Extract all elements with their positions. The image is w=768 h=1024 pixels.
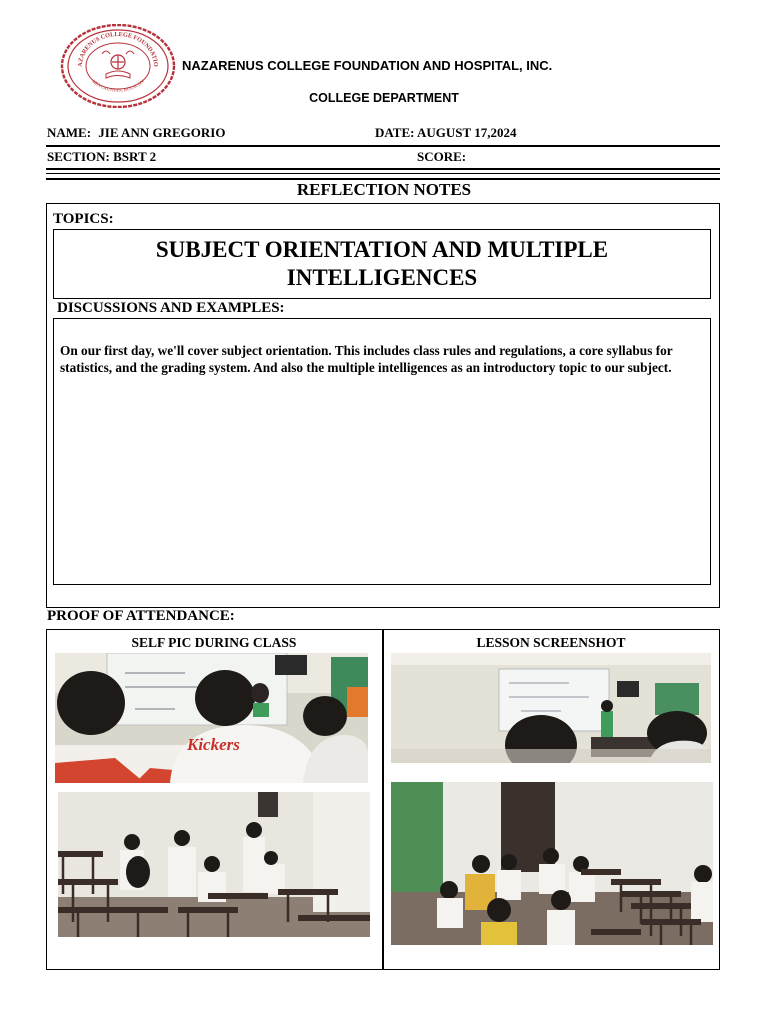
- discussion-text: On our first day, we'll cover subject orientation. This includes class rules and regulations, a core syllabus for statistics, and the grading system. And also the multiple intelligences as an introductory topic to our subject.: [60, 343, 673, 375]
- self-pic-header: SELF PIC DURING CLASS: [131, 635, 297, 650]
- date-value: AUGUST 17,2024: [417, 125, 517, 140]
- section-field: [47, 149, 156, 165]
- date-field: [375, 125, 516, 141]
- name-field: [47, 125, 225, 141]
- attendance-title: PROOF OF ATTENDANCE:: [47, 608, 235, 624]
- name-value: JIE ANN GREGORIO: [98, 125, 226, 140]
- logo-arc-text: AZARENUS COLLEGE FOUNDATIO: [76, 30, 160, 67]
- section-value: BSRT 2: [113, 149, 157, 164]
- score-field: [417, 149, 466, 165]
- lesson-photo-1: [391, 653, 711, 763]
- section-label: SECTION:: [47, 149, 110, 164]
- topics-label: TOPICS:: [53, 211, 114, 227]
- self-pic-photo-1: [55, 653, 368, 783]
- lesson-screenshot-header: LESSON SCREENSHOT: [476, 635, 626, 650]
- reflection-title: REFLECTION NOTES: [296, 180, 472, 199]
- date-label: DATE:: [375, 125, 415, 140]
- name-label: NAME:: [47, 125, 92, 140]
- logo-bottom-text: MEYCAUAYAN, BULACAN: [91, 78, 145, 93]
- topic-title: [53, 236, 711, 292]
- divider-line: [46, 168, 720, 170]
- score-label: SCORE:: [417, 149, 467, 164]
- divider-line: [46, 145, 720, 147]
- divider-line: [46, 173, 720, 174]
- self-pic-photo-2: [58, 792, 370, 937]
- topic-title-line: INTELLIGENCES: [286, 265, 478, 290]
- shirt-logo-text: Kickers: [187, 735, 240, 754]
- department-name: COLLEGE DEPARTMENT: [309, 91, 459, 105]
- discussion-label: DISCUSSIONS AND EXAMPLES:: [57, 300, 285, 316]
- lesson-photo-2: [391, 782, 713, 945]
- topic-title-line: SUBJECT ORIENTATION AND MULTIPLE: [155, 237, 609, 262]
- institution-name: NAZARENUS COLLEGE FOUNDATION AND HOSPITAL, INC.: [182, 58, 553, 73]
- attendance-column-divider: [382, 629, 384, 970]
